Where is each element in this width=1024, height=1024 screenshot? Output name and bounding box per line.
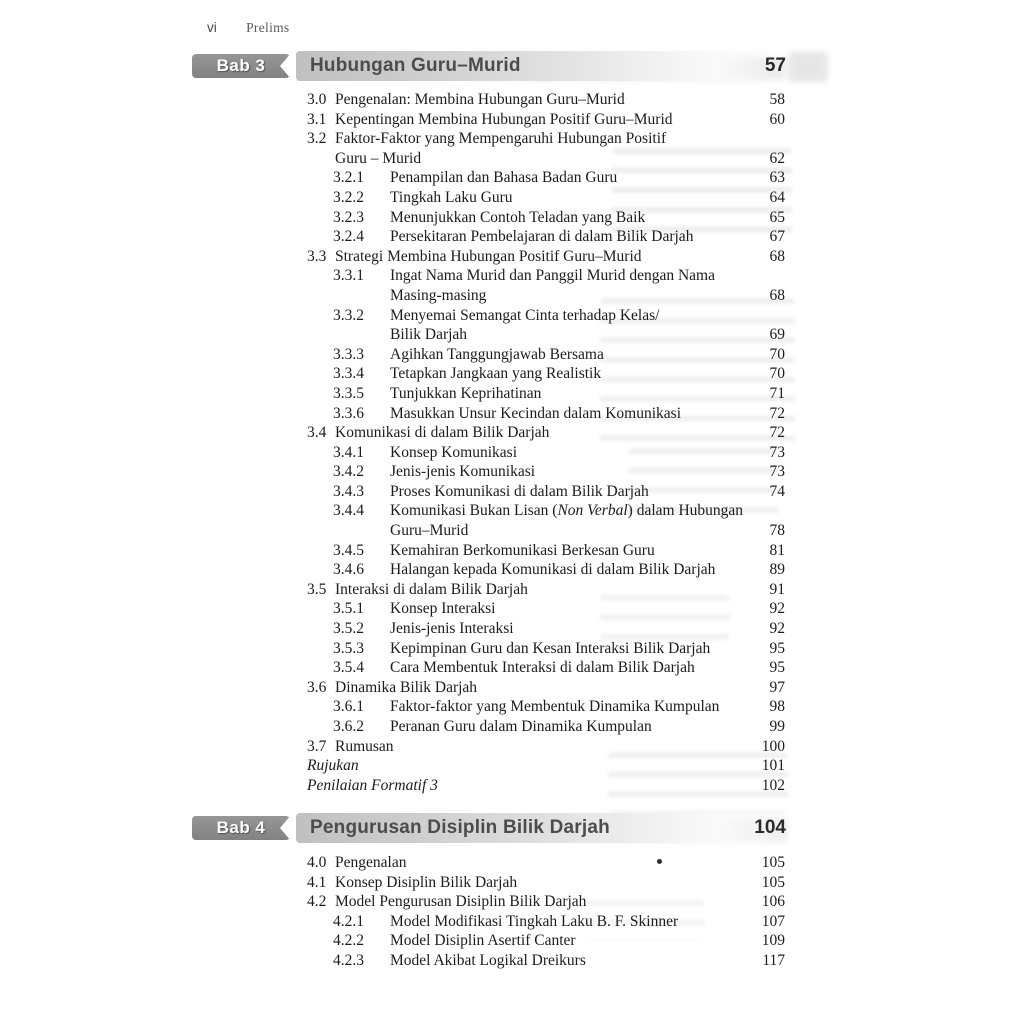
toc-entry-number: 3.4.5 bbox=[333, 541, 364, 559]
toc-row bbox=[307, 541, 785, 561]
toc-title-segment: Konsep Disiplin Bilik Darjah bbox=[335, 873, 518, 891]
toc-row bbox=[307, 951, 785, 971]
toc-entry-number: 3.2.3 bbox=[333, 208, 364, 226]
toc-title-segment: Tetapkan Jangkaan yang Realistik bbox=[390, 365, 602, 383]
toc-row bbox=[307, 658, 785, 678]
toc-entry-page: 100 bbox=[761, 737, 785, 755]
toc-row bbox=[307, 423, 785, 443]
toc-entry-title bbox=[335, 873, 739, 893]
toc-entry-number: 3.6.1 bbox=[333, 698, 364, 716]
toc-entry-title bbox=[390, 931, 739, 951]
toc-entry-title bbox=[335, 678, 739, 698]
running-title: Prelims bbox=[246, 20, 290, 35]
toc-entry-number: 3.4.3 bbox=[333, 482, 364, 500]
toc-entry-title bbox=[390, 404, 739, 424]
chapter-page-number: 104 bbox=[754, 817, 786, 838]
toc-row bbox=[307, 521, 785, 541]
toc-row bbox=[307, 639, 785, 659]
toc-row bbox=[307, 384, 785, 404]
toc-entry-number: 3.5 bbox=[307, 580, 327, 598]
toc-entry-page: 70 bbox=[769, 365, 785, 383]
toc-row bbox=[307, 443, 785, 463]
toc-entry-number: 4.2.2 bbox=[333, 932, 364, 950]
toc-entry-page: 70 bbox=[769, 345, 785, 363]
toc-entry-number bbox=[333, 325, 390, 345]
toc-entry-number: 3.3.5 bbox=[333, 384, 364, 402]
toc-entry-title bbox=[390, 501, 743, 521]
chapter-label-box-bab4 bbox=[192, 816, 290, 840]
toc-row bbox=[307, 678, 785, 698]
toc-row bbox=[307, 912, 785, 932]
toc-row bbox=[307, 580, 785, 600]
toc-entry-number: 3.2.2 bbox=[333, 188, 364, 206]
toc-entry-page bbox=[739, 306, 785, 326]
toc-entry-title bbox=[335, 110, 739, 130]
toc-row bbox=[307, 227, 785, 247]
toc-entry-number: 4.2 bbox=[307, 893, 327, 911]
toc-entry-number: 3.3.1 bbox=[333, 267, 364, 285]
toc-entry-page: 71 bbox=[769, 384, 785, 402]
toc-title-segment: Menyemai Semangat Cinta terhadap Kelas/ bbox=[390, 306, 660, 324]
toc-entry-number: 3.2.4 bbox=[333, 228, 364, 246]
toc-entry-page: 62 bbox=[769, 149, 785, 167]
toc-entry-title bbox=[390, 658, 739, 678]
toc-entry-page: 81 bbox=[769, 541, 785, 559]
toc-row bbox=[307, 482, 785, 502]
toc-row bbox=[307, 462, 785, 482]
toc-row bbox=[307, 286, 785, 306]
chapter-page-number: 57 bbox=[764, 55, 786, 76]
toc-title-segment: Rujukan bbox=[307, 757, 359, 775]
toc-entry-page: 65 bbox=[769, 208, 785, 226]
toc-title-segment: Model Disiplin Asertif Canter bbox=[390, 932, 576, 950]
toc-entry-title bbox=[335, 580, 739, 600]
toc-entry-title bbox=[390, 951, 739, 971]
toc-entry-title bbox=[390, 306, 739, 326]
toc-row bbox=[307, 873, 785, 893]
toc-entry-title bbox=[307, 776, 739, 796]
toc-row bbox=[307, 188, 785, 208]
toc-entry-number: 3.5.2 bbox=[333, 620, 364, 638]
toc-row bbox=[307, 776, 785, 796]
toc-row bbox=[307, 364, 785, 384]
toc-row bbox=[307, 560, 785, 580]
toc-entry-page: 58 bbox=[769, 91, 785, 108]
toc-entry-number: 3.3.3 bbox=[333, 345, 364, 363]
toc-row bbox=[307, 501, 785, 521]
toc-title-segment: Tingkah Laku Guru bbox=[390, 188, 513, 206]
toc-entry-title bbox=[390, 443, 739, 463]
toc-entry-page: 97 bbox=[769, 678, 785, 696]
toc-list-bab4 bbox=[307, 853, 785, 971]
chapter-title: Pengurusan Disiplin Bilik Darjah bbox=[310, 817, 610, 838]
toc-entry-title bbox=[390, 208, 739, 228]
toc-row bbox=[307, 404, 785, 424]
toc-entry-page: 89 bbox=[769, 561, 785, 579]
toc-title-segment: Halangan kepada Komunikasi di dalam Bilik Darjah bbox=[390, 561, 716, 579]
toc-title-segment: Faktor-Faktor yang Mempengaruhi Hubungan Positif bbox=[335, 130, 667, 148]
toc-entry-number: 3.3.6 bbox=[333, 404, 364, 422]
toc-entry-number: 3.4.6 bbox=[333, 561, 364, 579]
toc-title-segment: Guru–Murid bbox=[390, 522, 469, 540]
toc-entry-page: 78 bbox=[769, 522, 785, 540]
toc-title-segment: Konsep Interaksi bbox=[390, 600, 496, 618]
toc-entry-number: 3.2.1 bbox=[333, 169, 364, 187]
toc-title-segment: Komunikasi di dalam Bilik Darjah bbox=[335, 424, 550, 442]
toc-title-segment: Pengenalan bbox=[335, 854, 407, 871]
toc-entry-title bbox=[390, 717, 739, 737]
toc-entry-number: 3.3.2 bbox=[333, 306, 364, 324]
toc-entry-page: 98 bbox=[769, 698, 785, 716]
toc-title-segment: Dinamika Bilik Darjah bbox=[335, 678, 478, 696]
toc-entry-number: 3.5.3 bbox=[333, 639, 364, 657]
toc-entry-page: 117 bbox=[762, 951, 785, 969]
toc-row bbox=[307, 697, 785, 717]
toc-title-segment: Masing-masing bbox=[390, 286, 487, 304]
toc-entry-title bbox=[390, 345, 739, 365]
toc-entry-title bbox=[390, 912, 739, 932]
toc-entry-page: 92 bbox=[769, 620, 785, 638]
toc-title-segment: Faktor-faktor yang Membentuk Dinamika Kumpulan bbox=[390, 698, 720, 716]
toc-entry-title bbox=[335, 149, 739, 169]
toc-title-segment: Rumusan bbox=[335, 737, 394, 755]
toc-entry-page: 95 bbox=[769, 659, 785, 677]
toc-entry-page: 72 bbox=[769, 404, 785, 422]
toc-row bbox=[307, 208, 785, 228]
toc-title-segment: Cara Membentuk Interaksi di dalam Bilik Darjah bbox=[390, 659, 695, 677]
toc-entry-number: 3.4.1 bbox=[333, 443, 364, 461]
toc-title-segment: Kepentingan Membina Hubungan Positif Guru–Murid bbox=[335, 110, 673, 128]
toc-row bbox=[307, 737, 785, 757]
chapter-banner-bab4 bbox=[296, 813, 790, 843]
toc-entry-title bbox=[390, 286, 739, 306]
toc-row bbox=[307, 266, 785, 286]
toc-title-segment: Pengenalan: Membina Hubungan Guru–Murid bbox=[335, 91, 625, 108]
toc-entry-page: 63 bbox=[769, 169, 785, 187]
toc-entry-page: 60 bbox=[769, 110, 785, 128]
ink-speck bbox=[657, 859, 662, 864]
toc-row bbox=[307, 247, 785, 267]
toc-entry-page: 101 bbox=[761, 757, 785, 775]
toc-title-segment: Ingat Nama Murid dan Panggil Murid dengan Nama bbox=[390, 267, 715, 285]
toc-entry-title bbox=[390, 599, 739, 619]
toc-title-segment: Model Pengurusan Disiplin Bilik Darjah bbox=[335, 893, 587, 911]
toc-title-segment: Menunjukkan Contoh Teladan yang Baik bbox=[390, 208, 646, 226]
toc-entry-page: 74 bbox=[769, 482, 785, 500]
toc-entry-title bbox=[390, 462, 739, 482]
toc-entry-page: 105 bbox=[761, 854, 785, 871]
toc-entry-page: 64 bbox=[769, 188, 785, 206]
toc-entry-title bbox=[390, 560, 739, 580]
toc-entry-title bbox=[390, 541, 739, 561]
toc-entry-title bbox=[390, 697, 739, 717]
toc-row bbox=[307, 345, 785, 365]
toc-row bbox=[307, 619, 785, 639]
toc-title-segment: Strategi Membina Hubungan Positif Guru–Murid bbox=[335, 247, 642, 265]
toc-entry-page bbox=[743, 501, 789, 521]
toc-entry-page: 105 bbox=[761, 873, 785, 891]
toc-entry-number: 3.1 bbox=[307, 110, 327, 128]
toc-entry-title bbox=[390, 384, 739, 404]
toc-entry-page: 72 bbox=[769, 424, 785, 442]
toc-entry-title bbox=[335, 737, 739, 757]
toc-entry-page: 99 bbox=[769, 718, 785, 735]
folio-page-number: vi bbox=[207, 20, 217, 35]
toc-entry-number: 3.4.2 bbox=[333, 463, 364, 481]
toc-entry-number: 3.5.4 bbox=[333, 659, 364, 677]
toc-entry-title bbox=[335, 892, 739, 912]
toc-entry-title bbox=[390, 325, 739, 345]
toc-row bbox=[307, 892, 785, 912]
toc-entry-number: 4.1 bbox=[307, 873, 327, 891]
toc-row bbox=[307, 306, 785, 326]
toc-row bbox=[307, 90, 785, 110]
toc-row bbox=[307, 756, 785, 776]
chapter-label-box-bab3 bbox=[192, 54, 290, 78]
toc-entry-title bbox=[390, 168, 739, 188]
toc-entry-title bbox=[390, 619, 739, 639]
toc-title-segment: Model Akibat Logikal Dreikurs bbox=[390, 951, 586, 969]
toc-title-segment: Konsep Komunikasi bbox=[390, 443, 518, 461]
toc-entry-page: 107 bbox=[761, 912, 785, 930]
toc-entry-number: 3.3.4 bbox=[333, 365, 364, 383]
toc-row bbox=[307, 110, 785, 130]
toc-title-segment: Kemahiran Berkomunikasi Berkesan Guru bbox=[390, 541, 655, 559]
toc-title-segment: Persekitaran Pembelajaran di dalam Bilik Darjah bbox=[390, 228, 694, 246]
toc-row bbox=[307, 853, 785, 873]
chapter-label: Bab 4 bbox=[216, 818, 266, 837]
toc-entry-title bbox=[335, 247, 739, 267]
toc-entry-number bbox=[333, 286, 390, 306]
toc-title-segment: Komunikasi Bukan Lisan ( bbox=[390, 502, 558, 520]
toc-title-segment: Tunjukkan Keprihatinan bbox=[390, 384, 542, 402]
toc-entry-number: 4.2.3 bbox=[333, 951, 364, 969]
toc-entry-number: 3.7 bbox=[307, 737, 327, 755]
toc-list-bab3 bbox=[307, 90, 785, 795]
toc-title-segment: Penampilan dan Bahasa Badan Guru bbox=[390, 169, 618, 187]
toc-entry-page: 109 bbox=[761, 932, 785, 950]
toc-title-segment: Jenis-jenis Komunikasi bbox=[390, 463, 536, 481]
toc-entry-title bbox=[390, 521, 739, 541]
toc-entry-number: 4.2.1 bbox=[333, 912, 364, 930]
toc-entry-page: 102 bbox=[761, 776, 785, 794]
toc-entry-title bbox=[390, 266, 739, 286]
toc-row bbox=[307, 717, 785, 737]
toc-title-segment: Model Modifikasi Tingkah Laku B. F. Skinner bbox=[390, 912, 679, 930]
toc-row bbox=[307, 599, 785, 619]
toc-entry-title bbox=[390, 188, 739, 208]
toc-entry-number: 3.4.4 bbox=[333, 502, 364, 520]
toc-entry-title bbox=[390, 639, 739, 659]
toc-entry-page: 68 bbox=[769, 286, 785, 304]
chapter-label: Bab 3 bbox=[216, 56, 266, 75]
toc-row bbox=[307, 325, 785, 345]
toc-entry-page: 67 bbox=[769, 228, 785, 246]
toc-entry-title bbox=[335, 90, 739, 110]
toc-entry-page: 68 bbox=[769, 247, 785, 265]
toc-entry-page: 91 bbox=[769, 580, 785, 598]
toc-entry-number: 3.6 bbox=[307, 678, 327, 696]
toc-entry-title bbox=[335, 129, 739, 149]
toc-title-segment: Peranan Guru dalam Dinamika Kumpulan bbox=[390, 718, 652, 735]
toc-title-segment: Non Verbal bbox=[557, 502, 628, 520]
toc-title-segment: Kepimpinan Guru dan Kesan Interaksi Bilik Darjah bbox=[390, 639, 711, 657]
toc-entry-number: 3.3 bbox=[307, 247, 327, 265]
toc-entry-page: 106 bbox=[761, 893, 785, 911]
toc-entry-title bbox=[390, 364, 739, 384]
toc-row bbox=[307, 931, 785, 951]
toc-title-segment: ) dalam Hubungan bbox=[627, 502, 744, 520]
toc-title-segment: Jenis-jenis Interaksi bbox=[390, 620, 514, 638]
toc-title-segment: Penilaian Formatif 3 bbox=[307, 776, 438, 794]
toc-entry-number: 3.4 bbox=[307, 424, 327, 442]
toc-entry-number: 3.6.2 bbox=[333, 718, 364, 735]
toc-entry-page: 92 bbox=[769, 600, 785, 618]
toc-entry-number: 3.0 bbox=[307, 91, 327, 108]
toc-entry-number: 4.0 bbox=[307, 854, 327, 871]
toc-entry-title bbox=[390, 482, 739, 502]
toc-entry-page bbox=[739, 129, 785, 149]
toc-entry-number: 3.2 bbox=[307, 130, 327, 148]
toc-entry-title bbox=[335, 853, 739, 873]
toc-entry-title bbox=[390, 227, 739, 247]
toc-entry-number: 3.5.1 bbox=[333, 600, 364, 618]
toc-entry-page: 95 bbox=[769, 639, 785, 657]
toc-entry-page: 73 bbox=[769, 443, 785, 461]
toc-row bbox=[307, 129, 785, 149]
toc-row bbox=[307, 149, 785, 169]
bleed-through-ghost bbox=[788, 52, 828, 82]
toc-row bbox=[307, 168, 785, 188]
toc-title-segment: Agihkan Tanggungjawab Bersama bbox=[390, 345, 604, 363]
chapter-banner-bab3 bbox=[296, 51, 790, 81]
toc-entry-page bbox=[739, 266, 785, 286]
toc-entry-page: 73 bbox=[769, 463, 785, 481]
toc-entry-page: 69 bbox=[769, 326, 785, 344]
toc-title-segment: Interaksi di dalam Bilik Darjah bbox=[335, 580, 528, 598]
running-header bbox=[207, 20, 289, 36]
toc-title-segment: Guru – Murid bbox=[335, 149, 422, 167]
toc-entry-title bbox=[307, 756, 739, 776]
toc-title-segment: Bilik Darjah bbox=[390, 326, 468, 344]
toc-entry-number bbox=[333, 521, 390, 541]
toc-entry-number bbox=[307, 149, 335, 169]
toc-title-segment: Masukkan Unsur Kecindan dalam Komunikasi bbox=[390, 404, 681, 422]
chapter-title: Hubungan Guru–Murid bbox=[310, 55, 521, 76]
toc-title-segment: Proses Komunikasi di dalam Bilik Darjah bbox=[390, 482, 649, 500]
toc-entry-title bbox=[335, 423, 739, 443]
